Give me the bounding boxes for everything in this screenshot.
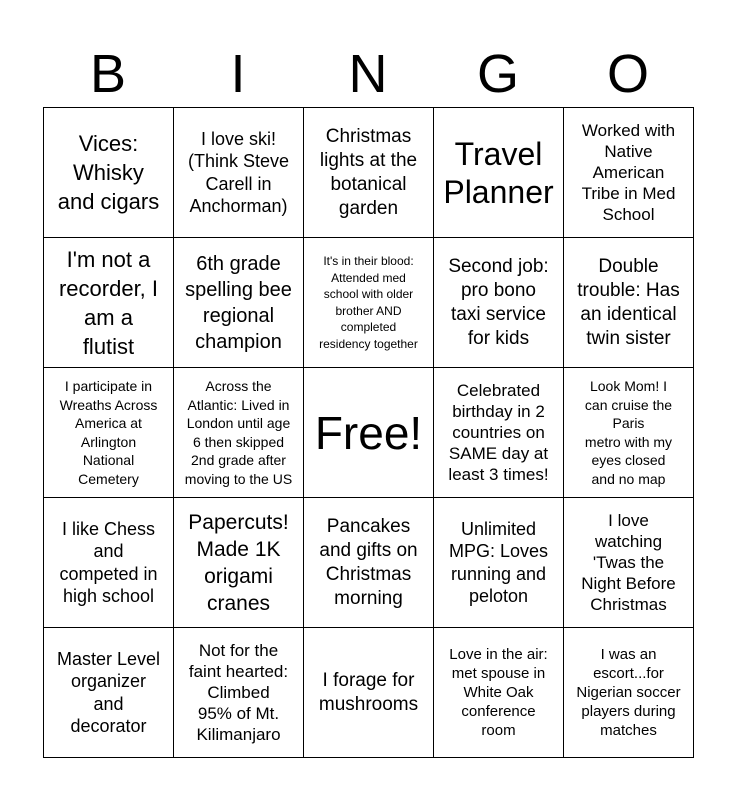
cell-text: Worked with Native American Tribe in Med School [581,121,676,224]
header-letter-b: B [89,44,127,104]
cell-text: Pancakes and gifts on Christmas morning [319,515,418,609]
cell-text: 6th grade spelling bee regional champion [185,252,292,353]
bingo-cell-r1c3[interactable] [304,108,434,238]
bingo-header [43,44,693,104]
cell-text: I was an escort...for Nigerian soccer players during matches [576,646,681,739]
cell-text: Not for the faint hearted: Climbed 95% of Mt. Kilimanjaro [188,641,289,744]
cell-text: Love in the air: met spouse in White Oak conference room [449,646,548,739]
bingo-cell-free[interactable] [304,368,434,498]
cell-text: Vices: Whisky and cigars [57,131,160,214]
bingo-cell-r3c1[interactable] [44,368,174,498]
bingo-grid [43,107,694,758]
bingo-cell-r5c1[interactable] [44,628,174,758]
bingo-cell-r1c2[interactable] [174,108,304,238]
cell-text: Second job: pro bono taxi service for kids [448,255,549,349]
cell-text: Across the Atlantic: Lived in London until age 6 then skipped 2nd grade after moving to the US [184,378,293,487]
cell-text: Christmas lights at the botanical garden [319,125,418,219]
cell-text: Unlimited MPG: Loves running and peloton [448,518,549,606]
bingo-cell-r5c2[interactable] [174,628,304,758]
bingo-cell-r3c4[interactable] [434,368,564,498]
bingo-cell-r4c1[interactable] [44,498,174,628]
cell-text: Double trouble: Has an identical twin sister [577,255,680,349]
header-letter-i: I [230,44,246,104]
cell-text: I'm not a recorder, I am a flutist [58,246,159,359]
bingo-cell-r5c3[interactable] [304,628,434,758]
header-letter-o: O [606,44,649,104]
cell-text: Look Mom! I can cruise the Paris metro with my eyes closed and no map [584,378,673,487]
bingo-cell-r2c1[interactable] [44,238,174,368]
bingo-cell-r4c5[interactable] [564,498,694,628]
bingo-cell-r3c5[interactable] [564,368,694,498]
bingo-cell-r4c3[interactable] [304,498,434,628]
cell-text: It's in their blood: Attended med school with older brother AND completed residency together [319,254,418,351]
header-letter-n: N [348,44,388,104]
cell-text: I like Chess and competed in high school [59,518,158,606]
bingo-cell-r5c4[interactable] [434,628,564,758]
bingo-cell-r2c2[interactable] [174,238,304,368]
bingo-cell-r5c5[interactable] [564,628,694,758]
bingo-cell-r1c4[interactable] [434,108,564,238]
bingo-cell-r3c2[interactable] [174,368,304,498]
cell-text: I forage for mushrooms [318,669,419,715]
cell-text: Papercuts! Made 1K origami cranes [188,510,289,615]
bingo-cell-r1c1[interactable] [44,108,174,238]
cell-text: Celebrated birthday in 2 countries on SAME day at least 3 times! [448,381,549,484]
bingo-cell-r2c4[interactable] [434,238,564,368]
cell-text: I love ski! (Think Steve Carell in Anchorman) [187,128,290,216]
header-letter-g: G [476,44,519,104]
cell-text: I love watching 'Twas the Night Before Christmas [581,511,676,614]
cell-text: I participate in Wreaths Across America at Arlington National Cemetery [59,378,158,487]
bingo-cell-r4c2[interactable] [174,498,304,628]
bingo-cell-r1c5[interactable] [564,108,694,238]
free-space-label: Free! [314,406,423,459]
cell-text: Travel Planner [443,135,554,210]
bingo-cell-r2c3[interactable] [304,238,434,368]
cell-text: Master Level organizer and decorator [56,648,161,736]
bingo-cell-r2c5[interactable] [564,238,694,368]
bingo-cell-r4c4[interactable] [434,498,564,628]
